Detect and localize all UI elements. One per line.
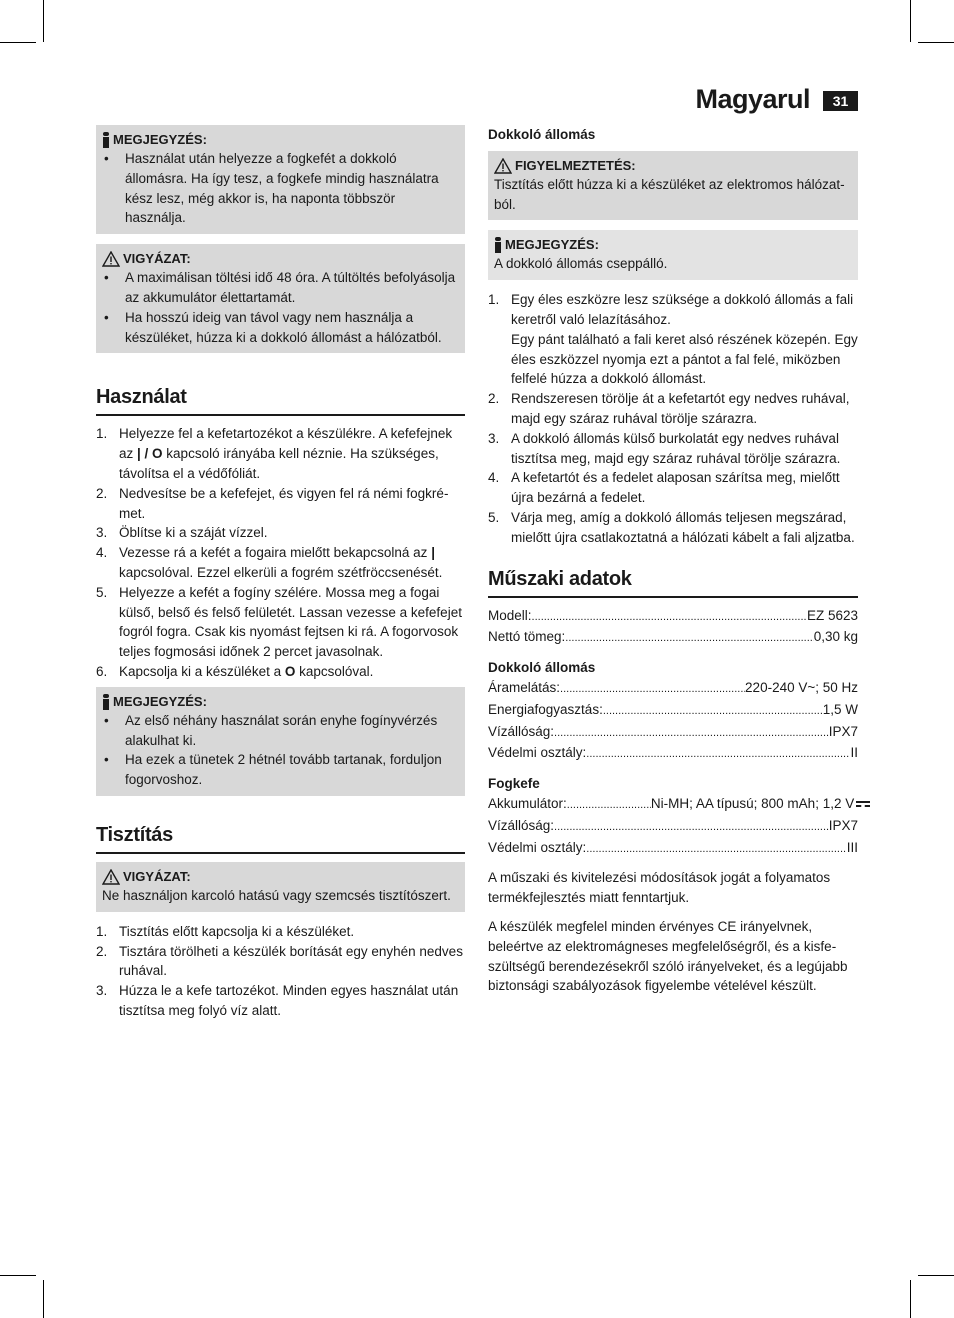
caution-title: VIGYÁZAT: (123, 868, 191, 884)
caution-box (96, 244, 465, 353)
spec-row: Áramelátás: ..... 220-240 V~; 50 Hz (488, 678, 858, 700)
warning-triangle-icon (102, 869, 120, 885)
left-column (96, 125, 465, 1021)
list-item: 1. Helyezze fel a kefetartozékot a készülékre. A kefefejnek az | / O kapcsoló irányába kell néznie. Ha szükséges, távolítsa el a védőfóliát. (96, 426, 453, 481)
note-title: MEGJEGYZÉS: (113, 693, 207, 709)
section-heading-cleaning: Tisztítás (96, 822, 465, 854)
list-item: • Az első néhány használat során enyhe fogínyvérzés alakulhat ki. (102, 711, 459, 751)
subheading-dock: Dokkoló állomás (488, 127, 596, 142)
crop-mark (43, 0, 44, 42)
caution-box (96, 862, 465, 912)
list-item: 2. Nedvesítse be a kefefejet, és vigyen fel rá némi fogkrémet. (96, 485, 449, 521)
list-item: • Ha hosszú ideig van távol vagy nem használja a készüléket, húzza ki a dokkoló állomást a hálózatból. (102, 308, 459, 348)
spec-row: Akkumulátor: ..... Ni-MH; AA típusú; 800 mAh; 1,2 V (488, 794, 858, 816)
list-item: • A maximálisan töltési idő 48 óra. A túltöltés befolyásolja az akkumulátor élettartamát. (102, 268, 459, 308)
spec-row: Modell: ..... EZ 5623 (488, 606, 858, 628)
warning-box (488, 151, 858, 221)
list-item: 6. Kapcsolja ki a készüléket a O kapcsolóval. (96, 663, 374, 679)
page-title: Magyarul (695, 84, 810, 114)
section-heading-usage: Használat (96, 384, 465, 416)
note-title: MEGJEGYZÉS: (113, 132, 207, 147)
list-item: 5. Helyezze a kefét a fogíny szélére. Mossa meg a fogai külső, belső és felső felületét. Lassan vezesse a kefefejet fogról fogra. Csak kis nyomást fejtsen ki rá. A fogorvosok teljes fogmosási időnek 2 percet javasolnak. (96, 584, 462, 660)
crop-mark (918, 1275, 954, 1276)
list-item: • Használat után helyezze a fogkefét a dokkoló állomásra. Ha így tesz, a fogkefe mindig használatra kész lesz, még akkor is, ha naponta többször használja. (102, 149, 459, 228)
note-header (102, 131, 459, 149)
spec-row: Vízállóság: ..... IPX7 (488, 816, 858, 838)
spec-row: Vízállóság: ..... IPX7 (488, 722, 858, 744)
dock-steps (488, 290, 858, 547)
warning-triangle-icon (494, 158, 512, 174)
list-item: 2. Tisztára törölheti a készülék borítását egy enyhén nedves ruhával. (96, 943, 463, 979)
crop-mark (43, 1280, 44, 1318)
list-item: 4. Vezesse rá a kefét a fogaira mielőtt bekapcsolná az | kapcsolóval. Ezzel elkerüli a fogrém szétfröccsenését. (96, 545, 443, 580)
direct-current-icon (856, 800, 858, 808)
spec-row: Energiafogyasztás: ..... 1,5 W (488, 700, 858, 722)
caution-title: VIGYÁZAT: (123, 251, 191, 267)
list-item: 3. Öblítse ki a száját vízzel. (96, 525, 268, 541)
caution-text: Ne használjon karcoló hatású vagy szemcsés tisztítószert. (102, 887, 451, 903)
list-item: 1. Egy éles eszközre lesz szüksége a dokkoló állomás a fali keretről való lelazításához. Egy pánt található a fali keret alsó részének közepén. Egy éles eszközzel nyomja ezt a pántot a fal felé, miközben felfelé húzza a dokkoló állomást. (488, 292, 858, 387)
note-box (96, 125, 465, 234)
right-column (488, 125, 858, 996)
crop-mark (910, 0, 911, 42)
list-item: • Ha ezek a tünetek 2 hétnél tovább tartanak, forduljon fogorvoshoz. (102, 750, 459, 790)
spec-row: Nettó tömeg: ..... 0,30 kg (488, 627, 858, 649)
subheading-brush-specs: Fogkefe (488, 776, 540, 792)
list-item: 1. Tisztítás előtt kapcsolja ki a készüléket. (96, 923, 355, 939)
usage-steps (96, 424, 465, 681)
warning-text: Tisztítás előtt húzza ki a készüléket az elektromos hálózatból. (494, 176, 845, 212)
crop-mark (910, 1280, 911, 1318)
caution-header (102, 250, 459, 268)
subheading-dock-specs: Dokkoló állomás (488, 660, 596, 676)
note-box (96, 687, 465, 796)
caution-header (102, 868, 459, 886)
warning-triangle-icon (102, 251, 120, 267)
info-icon (102, 694, 110, 710)
warning-title: FIGYELMEZTETÉS: (515, 157, 636, 173)
note-title: MEGJEGYZÉS: (505, 237, 599, 253)
crop-mark (0, 1275, 36, 1276)
crop-mark (0, 42, 36, 43)
list-item: 3. Húzza le a kefe tartozékot. Minden egyes használat után tisztítsa meg folyó víz alatt. (96, 983, 459, 1018)
note-header (102, 693, 459, 711)
list-item: 5. Várja meg, amíg a dokkoló állomás teljesen megszárad, mielőtt újra csatlakoztatná a hálózati kábelt a fali aljzatba. (488, 509, 855, 545)
warning-header (494, 157, 852, 175)
spec-row: Védelmi osztály: ..... III (488, 838, 858, 860)
page-number: 31 (823, 91, 858, 111)
list-item: 2. Rendszeresen törölje át a kefetartót egy nedves ruhával, majd egy száraz ruhával törölje szárazra. (488, 391, 850, 426)
paragraph: A műszaki és kivitelezési módosítások jogát a folyamatos termékfejlesztés miatt fenntartjuk. (488, 870, 831, 906)
paragraph: A készülék megfelel minden érvényes CE irányelvnek, beleértve az elektromágneses megfelelőségről, és a kisfeszültségű berendezésekről szóló irányelveket, és a legújabb biztonsági szabályozások figyelembe vételével készült. (488, 918, 848, 994)
crop-mark (918, 42, 954, 43)
note-header (494, 236, 852, 254)
cleaning-steps (96, 922, 465, 1021)
note-box (488, 230, 858, 280)
note-text: A dokkoló állomás cseppálló. (494, 256, 668, 272)
list-item: 3. A dokkoló állomás külső burkolatát egy nedves ruhával tisztítsa meg, majd egy száraz ruhával törölje szárazra. (488, 430, 841, 466)
list-item: 4. A kefetartót és a fedelet alaposan szárítsa meg, mielőtt újra bezárná a fedelet. (488, 470, 840, 506)
info-icon (494, 237, 502, 253)
info-icon (102, 132, 110, 148)
spec-row: Védelmi osztály: ..... II (488, 743, 858, 765)
section-heading-specs: Műszaki adatok (488, 566, 858, 598)
